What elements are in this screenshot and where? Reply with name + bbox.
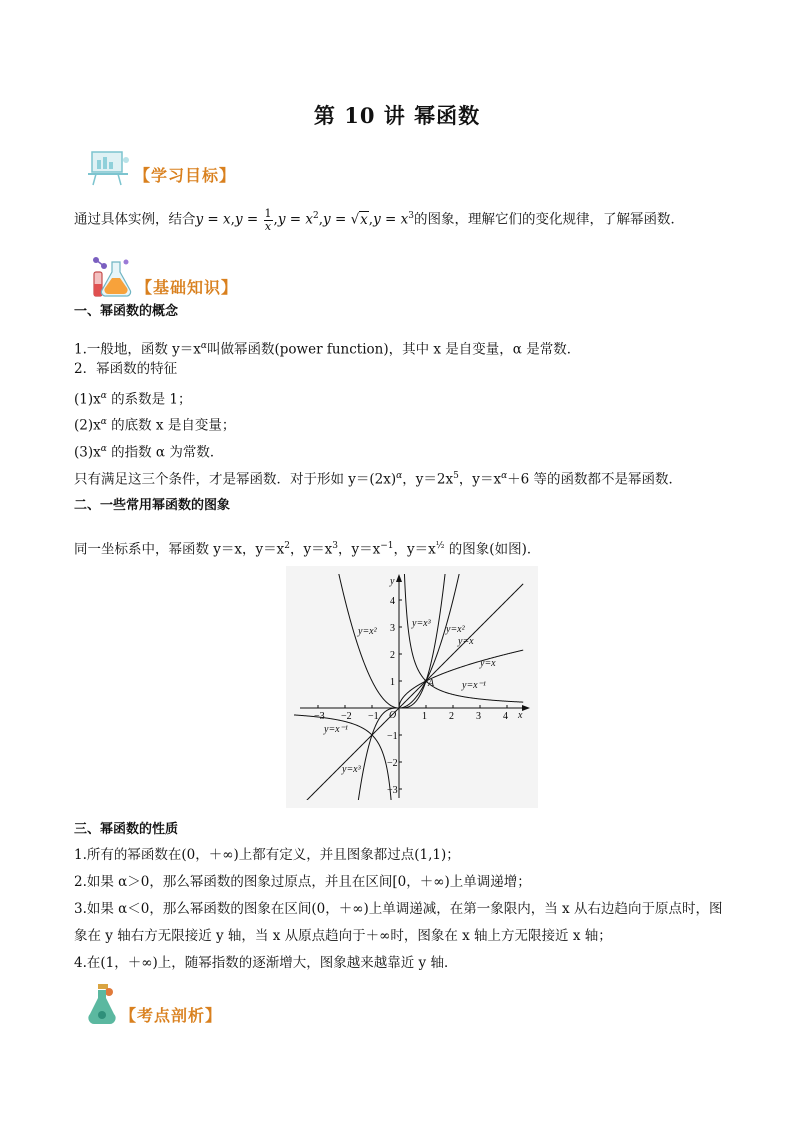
section-basics <box>88 254 238 298</box>
objective-tail: 的图象，理解它们的变化规律，了解幂函数． <box>414 211 684 228</box>
label-x3-top: y=x³ <box>412 618 431 629</box>
part3-line2: 2.如果 α＞0，那么幂函数的图象过原点，并且在区间[0，＋∞)上单调递增； <box>74 874 531 890</box>
chemistry-flask-icon <box>88 254 134 298</box>
label-x1: y=x <box>458 636 474 647</box>
flask-icon <box>88 982 118 1026</box>
label-xinv-left: y=x⁻¹ <box>324 724 348 735</box>
part3-line1: 1.所有的幂函数在(0，＋∞)上都有定义，并且图象都过点(1,1)； <box>74 847 460 863</box>
x-axis-label: x <box>518 710 523 721</box>
x-tick-label: 1 <box>422 711 427 722</box>
part2-line1: 同一坐标系中，幂函数 y＝x，$y=x^2$，$y=x^3$，$y=x^{-1}$，$y=x^{\frac{1}{2}}$ 的图象(如图)． <box>74 541 541 558</box>
section-objectives <box>88 150 236 186</box>
origin-label: O <box>389 710 397 721</box>
part1-line3: $(1)x^\alpha$ 的系数是 1； <box>74 391 192 408</box>
label-xinv-right: y=x⁻¹ <box>462 680 486 691</box>
x-tick-label: −1 <box>368 711 379 722</box>
x-tick-label: −3 <box>314 711 325 722</box>
x-tick-label: 2 <box>449 711 454 722</box>
y-tick-label: 2 <box>390 650 395 661</box>
x-tick-label: 3 <box>476 711 481 722</box>
y-axis-label: y <box>390 576 395 587</box>
part1-line6: 只有满足这三个条件，才是幂函数．对于形如 $y=(2x)^\alpha$，$y=2x^5$，$y=x^\alpha+6$ 等的函数都不是幂函数． <box>74 471 683 488</box>
part1-line2: 2．幂函数的特征 <box>74 361 178 377</box>
y-tick-label: −1 <box>387 731 398 742</box>
part3-line5: 4.在(1，＋∞)上，随幂指数的逐渐增大，图象越来越靠近 y 轴． <box>74 955 458 971</box>
x-tick-label: −2 <box>341 711 352 722</box>
part1-line4: $(2)x^\alpha$ 的底数 x 是自变量； <box>74 417 236 434</box>
point-a-label: A <box>428 678 435 689</box>
part3-line4: 象在 y 轴右方无限接近 y 轴，当 x 从原点趋向于＋∞时，图象在 x 轴上方无限接近 x 轴； <box>74 928 612 944</box>
y-tick-label: 1 <box>390 677 395 688</box>
label-xhalf: y=x <box>480 658 496 669</box>
y-tick-label: −3 <box>387 785 398 796</box>
objective-text: 通过具体实例，结合y = x,y = $\frac{1}{x}$ $,y = x^2,y = √x,y = x^3$的图象，理解它们的变化规律，了解幂函数． <box>74 206 684 233</box>
power-functions-graph <box>286 566 538 808</box>
y-tick-label: 4 <box>390 596 395 607</box>
label-x3-bottom: y=x³ <box>342 764 361 775</box>
section-label-analysis: 【考点剖析】 <box>120 1006 223 1025</box>
part2-heading: 二、一些常用幂函数的图象 <box>74 498 231 513</box>
y-tick-label: −2 <box>387 758 398 769</box>
objective-lead: 通过具体实例，结合 <box>74 211 196 228</box>
page-title: 第 10 讲 幂函数 <box>313 103 481 128</box>
part3-line3: 3.如果 α＜0，那么幂函数的图象在区间(0，＋∞)上单调递减，在第一象限内，当 x 从右边趋向于原点时，图 <box>74 901 723 917</box>
presentation-board-icon <box>88 150 132 186</box>
section-label-objectives: 【学习目标】 <box>134 166 237 185</box>
part1-line5: $(3)x^\alpha$ 的指数 α 为常数． <box>74 444 224 461</box>
label-x2-top: y=x² <box>446 624 465 635</box>
part1-heading: 一、幂函数的概念 <box>74 304 179 319</box>
x-tick-label: 4 <box>503 711 508 722</box>
part3-heading: 三、幂函数的性质 <box>74 822 179 837</box>
y-tick-label: 3 <box>390 623 395 634</box>
label-x2-left: y=x² <box>358 626 377 637</box>
part1-line1: 1.一般地，函数 $y=x^\alpha$叫做幂函数(power function)，其中 x 是自变量，α 是常数． <box>74 341 581 358</box>
section-label-basics: 【基础知识】 <box>136 278 239 297</box>
section-analysis <box>88 982 222 1026</box>
